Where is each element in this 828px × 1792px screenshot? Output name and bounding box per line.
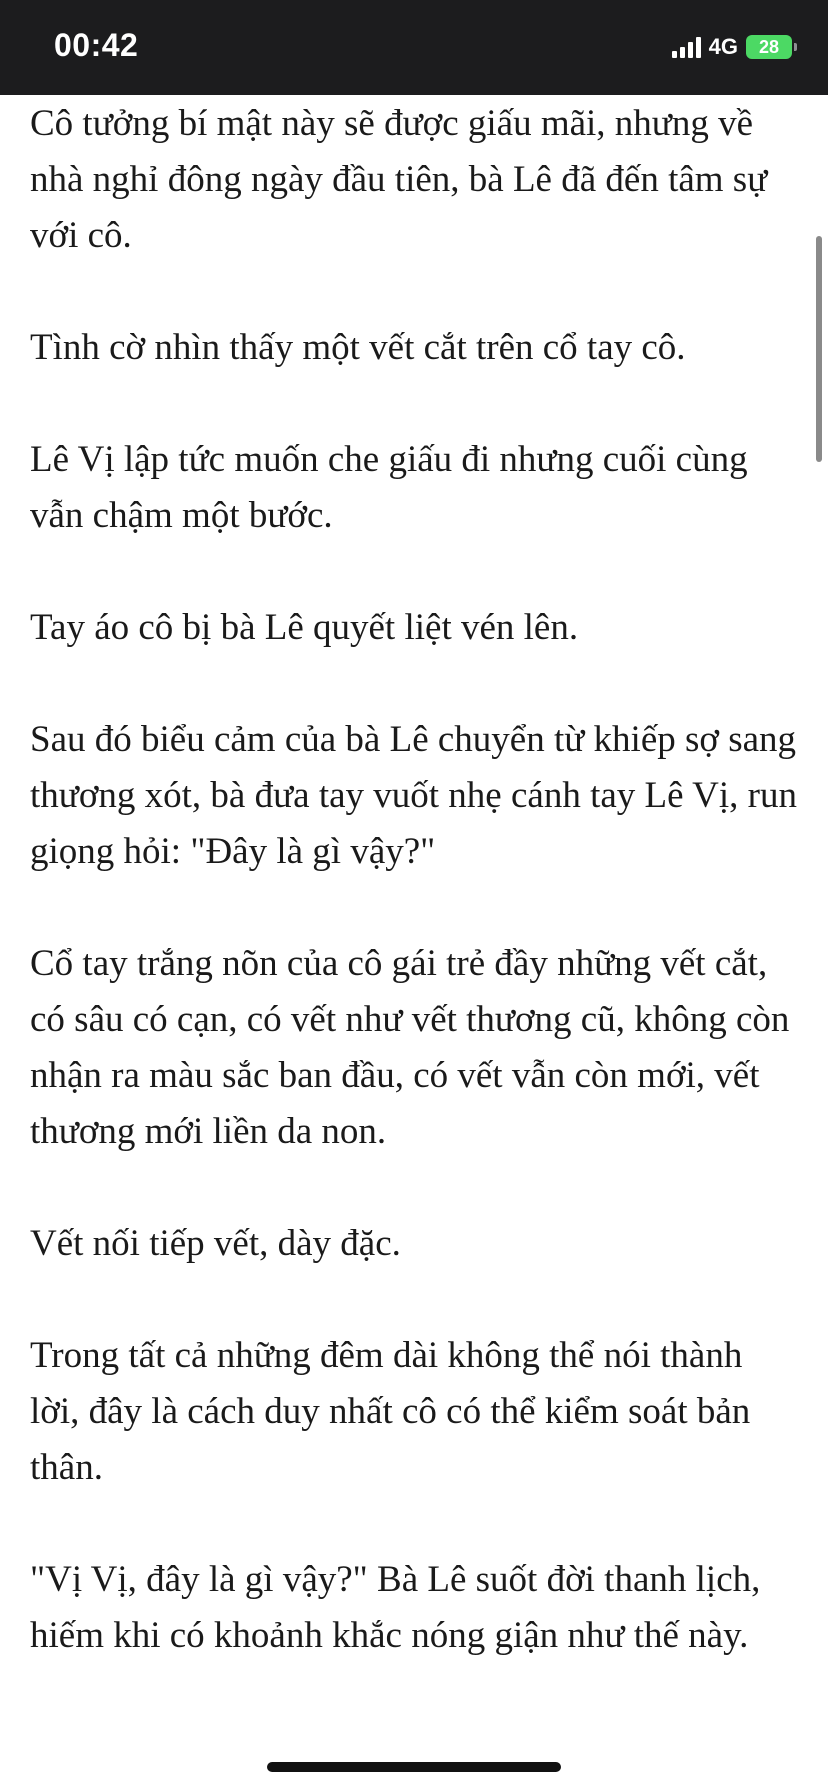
paragraph: Vết nối tiếp vết, dày đặc. bbox=[30, 1223, 401, 1264]
paragraph: Tình cờ nhìn thấy một vết cắt trên cổ tay cô. bbox=[30, 327, 686, 368]
signal-icon bbox=[672, 36, 701, 58]
status-icons bbox=[672, 34, 792, 60]
paragraph: Tay áo cô bị bà Lê quyết liệt vén lên. bbox=[30, 607, 579, 648]
paragraph: Lê Vị lập tức muốn che giấu đi nhưng cuối cùng vẫn chậm một bước. bbox=[30, 439, 748, 536]
paragraph: Sau đó biểu cảm của bà Lê chuyển từ khiếp sợ sang thương xót, bà đưa tay vuốt nhẹ cánh tay Lê Vị, run giọng hỏi: "Đây là gì vậy?" bbox=[30, 719, 797, 872]
paragraph: Cổ tay trắng nõn của cô gái trẻ đầy những vết cắt, có sâu có cạn, có vết như vết thương cũ, không còn nhận ra màu sắc ban đầu, có vết vẫn còn mới, vết thương mới liền da non. bbox=[30, 943, 790, 1152]
network-type: 4G bbox=[708, 34, 738, 59]
scrollbar-thumb[interactable] bbox=[816, 236, 822, 462]
paragraph: "Vị Vị, đây là gì vậy?" Bà Lê suốt đời thanh lịch, hiếm khi có khoảnh khắc nóng giận như thế này. bbox=[30, 1559, 761, 1656]
article-body bbox=[30, 96, 800, 1720]
paragraph: Cô tưởng bí mật này sẽ được giấu mãi, nhưng về nhà nghỉ đông ngày đầu tiên, bà Lê đã đến tâm sự với cô. bbox=[30, 103, 768, 256]
status-bar bbox=[0, 0, 828, 95]
home-indicator[interactable] bbox=[267, 1762, 561, 1772]
paragraph: Trong tất cả những đêm dài không thể nói thành lời, đây là cách duy nhất cô có thể kiểm soát bản thân. bbox=[30, 1335, 751, 1488]
status-time: 00:42 bbox=[54, 27, 139, 63]
battery-level: 28 bbox=[758, 36, 780, 57]
battery-icon bbox=[746, 35, 792, 59]
